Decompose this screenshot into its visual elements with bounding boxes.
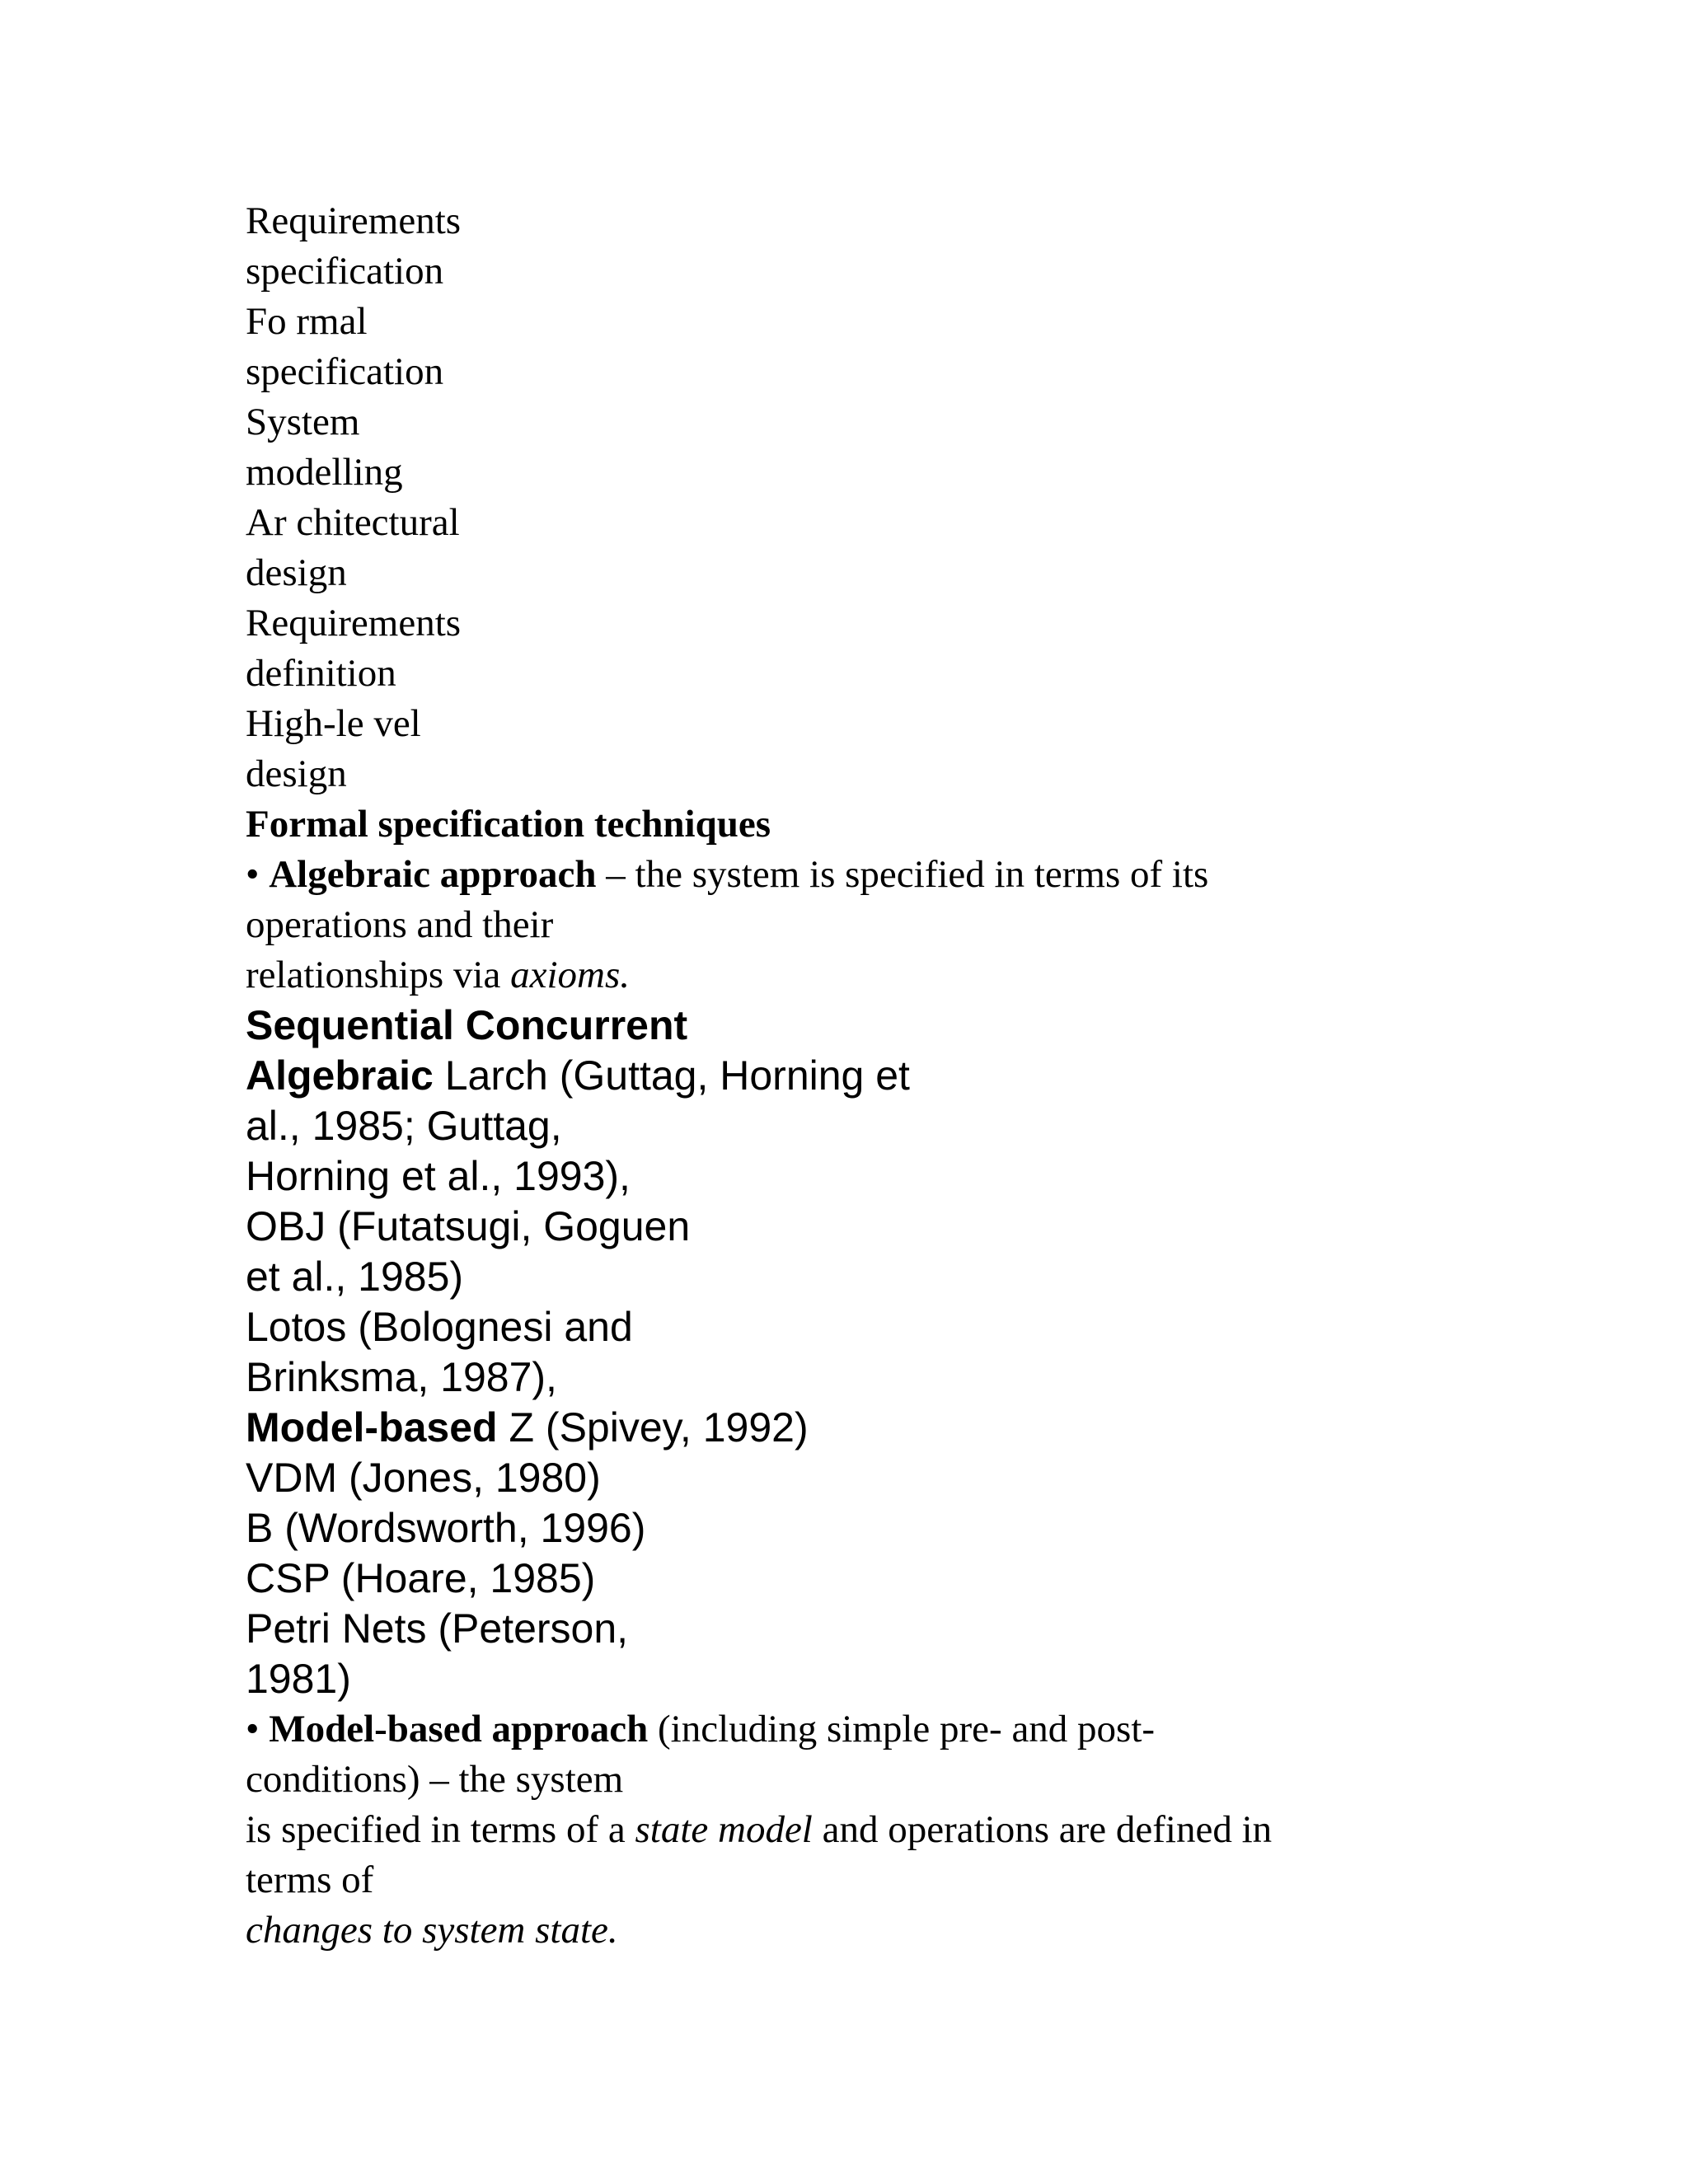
bullet-text: – the system is specified in terms of its (596, 853, 1209, 896)
table-cell-text: B (Wordsworth, 1996) (246, 1505, 646, 1551)
diagram-label: High-le vel (246, 702, 421, 745)
bullet-text: operations and their (246, 903, 554, 946)
algebraic-approach-bullet (246, 850, 1531, 1001)
bullet-emphasis: state model (635, 1808, 813, 1851)
model-based-approach-bullet (246, 1704, 1531, 1956)
bullet-emphasis: axioms. (510, 954, 631, 996)
row-label: Algebraic (246, 1052, 434, 1099)
bullet-line (246, 1704, 1531, 1755)
diagram-label: definition (246, 652, 396, 695)
bullet-text: terms of (246, 1858, 374, 1901)
section-heading: Formal specification techniques (246, 803, 771, 846)
table-cell-text: Horning et al., 1993), (246, 1153, 631, 1199)
bullet-line (246, 850, 1531, 900)
table-cell-text: VDM (Jones, 1980) (246, 1455, 601, 1501)
diagram-label: modelling (246, 451, 403, 494)
bullet-term: Algebraic approach (269, 853, 597, 896)
table-cell-text: Petri Nets (Peterson, (246, 1605, 629, 1652)
table-cell-text: al., 1985; Guttag, (246, 1103, 562, 1149)
table-cell-text: Larch (Guttag, Horning et (433, 1052, 910, 1099)
bullet-emphasis: changes to system state. (246, 1909, 618, 1952)
bullet-text: is specified in terms of a (246, 1808, 635, 1851)
bullet-glyph: • (246, 1708, 270, 1750)
diagram-label: Requirements (246, 602, 462, 644)
bullet-term: Model-based approach (269, 1708, 649, 1750)
document-page (246, 196, 1531, 1956)
diagram-label: design (246, 551, 347, 594)
table-header: Sequential Concurrent (246, 1002, 688, 1048)
diagram-label: Ar chitectural (246, 501, 460, 544)
bullet-text: (including simple pre- and post- (648, 1708, 1156, 1750)
table-cell-text: 1981) (246, 1656, 351, 1702)
bullet-text: and operations are defined in (812, 1808, 1273, 1851)
table-row-algebraic (246, 1051, 1531, 1101)
bullet-glyph: • (246, 853, 270, 896)
table-cell-text: Z (Spivey, 1992) (497, 1404, 809, 1451)
bullet-text: conditions) – the system (246, 1758, 624, 1801)
table-cell-text: Brinksma, 1987), (246, 1354, 557, 1400)
table-row-model-based (246, 1403, 1531, 1453)
table-cell-text: CSP (Hoare, 1985) (246, 1555, 596, 1601)
diagram-label: System (246, 401, 360, 443)
techniques-table (246, 1001, 1531, 1704)
diagram-label: specification (246, 250, 444, 293)
diagram-label: design (246, 752, 347, 795)
diagram-label: Fo rmal (246, 300, 368, 343)
row-label: Model-based (246, 1404, 498, 1451)
bullet-line (246, 1805, 1531, 1855)
diagram-label: specification (246, 350, 444, 393)
table-cell-text: OBJ (Futatsugi, Goguen (246, 1203, 691, 1249)
diagram-label: Requirements (246, 199, 462, 242)
table-cell-text: Lotos (Bolognesi and (246, 1304, 633, 1350)
bullet-line (246, 950, 1531, 1001)
table-cell-text: et al., 1985) (246, 1254, 464, 1300)
bullet-text: relationships via (246, 954, 511, 996)
diagram-label-list (246, 196, 1531, 799)
